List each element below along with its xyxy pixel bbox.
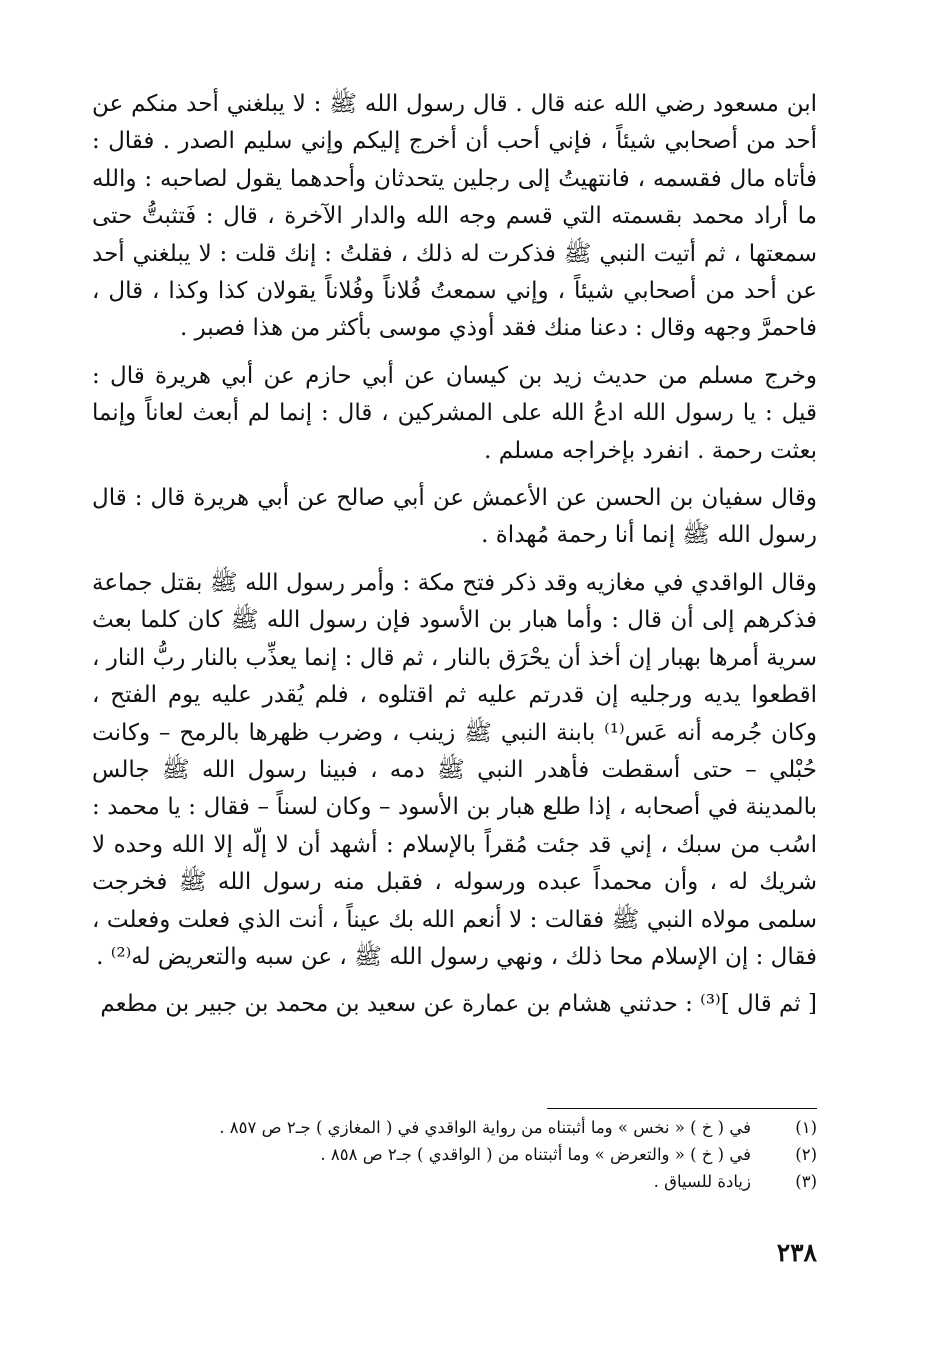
paragraph-muslim-narration: وخرج مسلم من حديث زيد بن كيسان عن أبي حازم عن أبي هريرة قال : قيل : يا رسول الله ادعُ الله على المشركين ، قال : إنما لم أبعث لعاناً وإنما بعثت رحمة . انفرد بإخراجه مسلم . [92, 362, 817, 464]
footnote-text: زيادة للسياق . [653, 1172, 751, 1191]
footnote-divider [547, 1108, 817, 1109]
footnotes [92, 1114, 817, 1195]
footnote-number: (٢) [795, 1145, 817, 1164]
paragraph-continuation: [ ثم قال ]⁽³⁾ : حدثني هشام بن عمارة عن سعيد بن محمد بن جبير بن مطعم [100, 991, 817, 1018]
footnote-text: في ( خ ) « نخس » وما أثبتناه من رواية الواقدي في ( المغازي ) جـ٢ ص ٨٥٧ . [219, 1118, 751, 1137]
footnote [92, 1168, 817, 1195]
footnote [92, 1114, 817, 1141]
paragraph-waqidi-narration: وقال الواقدي في مغازيه وقد ذكر فتح مكة : وأمر رسول الله ﷺ بقتل جماعة فذكرهم إلى أن قال : وأما هبار بن الأسود فإن رسول الله ﷺ كان كلما بعث سرية أمرها بهبار إن أخذ أن يحْرَق بالنار ، ثم قال : إنما يعذِّب بالنار ربُّ النار ، اقطعوا يديه ورجليه إن قدرتم عليه ثم اقتلوه ، فلم يُقدر عليه يوم الفتح ، وكان جُرمه أنه عَس⁽¹⁾ بابنة النبي ﷺ زينب ، وضرب ظهرها بالرمح – وكانت حُبْلي – حتى أسقطت فأهدر النبي ﷺ دمه ، فبينا رسول الله ﷺ جالس بالمدينة في أصحابه ، إذا طلع هبار بن الأسود – وكان لسناً – فقال : يا محمد : اسُب من سبك ، إني قد جئت مُقراً بالإسلام : أشهد أن لا إلّه إلا الله وحده لا شريك له ، وأن محمداً عبده ورسوله ، فقبل منه رسول الله ﷺ فخرجت سلمى مولاه النبي ﷺ فقالت : لا أنعم الله بك عيناً ، أنت الذي فعلت وفعلت ، فقال : إن الإسلام محا ذلك ، ونهي رسول الله ﷺ ، عن سبه والتعريض له⁽²⁾ . [92, 569, 817, 970]
paragraph-sufyan-narration: وقال سفيان بن الحسن عن الأعمش عن أبي صالح عن أبي هريرة قال : قال رسول الله ﷺ إنما أنا رحمة مُهداة . [92, 485, 817, 549]
footnote-number: (١) [795, 1118, 817, 1137]
footnote [92, 1141, 817, 1168]
page-number: ٢٣٨ [776, 1238, 817, 1267]
footnote-number: (٣) [795, 1172, 817, 1191]
paragraph-hadith-ibn-masud: ابن مسعود رضي الله عنه قال . قال رسول الله ﷺ : لا يبلغني أحد منكم عن أحد من أصحابي شيئاً ، فإني أحب أن أخرج إليكم وإني سليم الصدر . فقال : فأتاه مال فقسمه ، فانتهيتُ إلى رجلين يتحدثان وأحدهما يقول لصاحبه : والله ما أراد محمد بقسمته التي قسم وجه الله والدار الآخرة ، قال : فَتثبتُّ حتى سمعتها ، ثم أتيت النبي ﷺ فذكرت له ذلك ، فقلتُ : إنك قلت : لا يبلغني أحد عن أحد من أصحابي شيئاً ، وإني سمعتُ فُلاناً وفُلاناً يقولان كذا وكذا ، قال ، فاحمرَّ وجهه وقال : دعنا منك فقد أوذي موسى بأكثر من هذا فصبر . [92, 91, 817, 342]
footnote-text: في ( خ ) « والتعرض » وما أثبتناه من ( الواقدي ) جـ٢ ص ٨٥٨ . [320, 1145, 751, 1164]
